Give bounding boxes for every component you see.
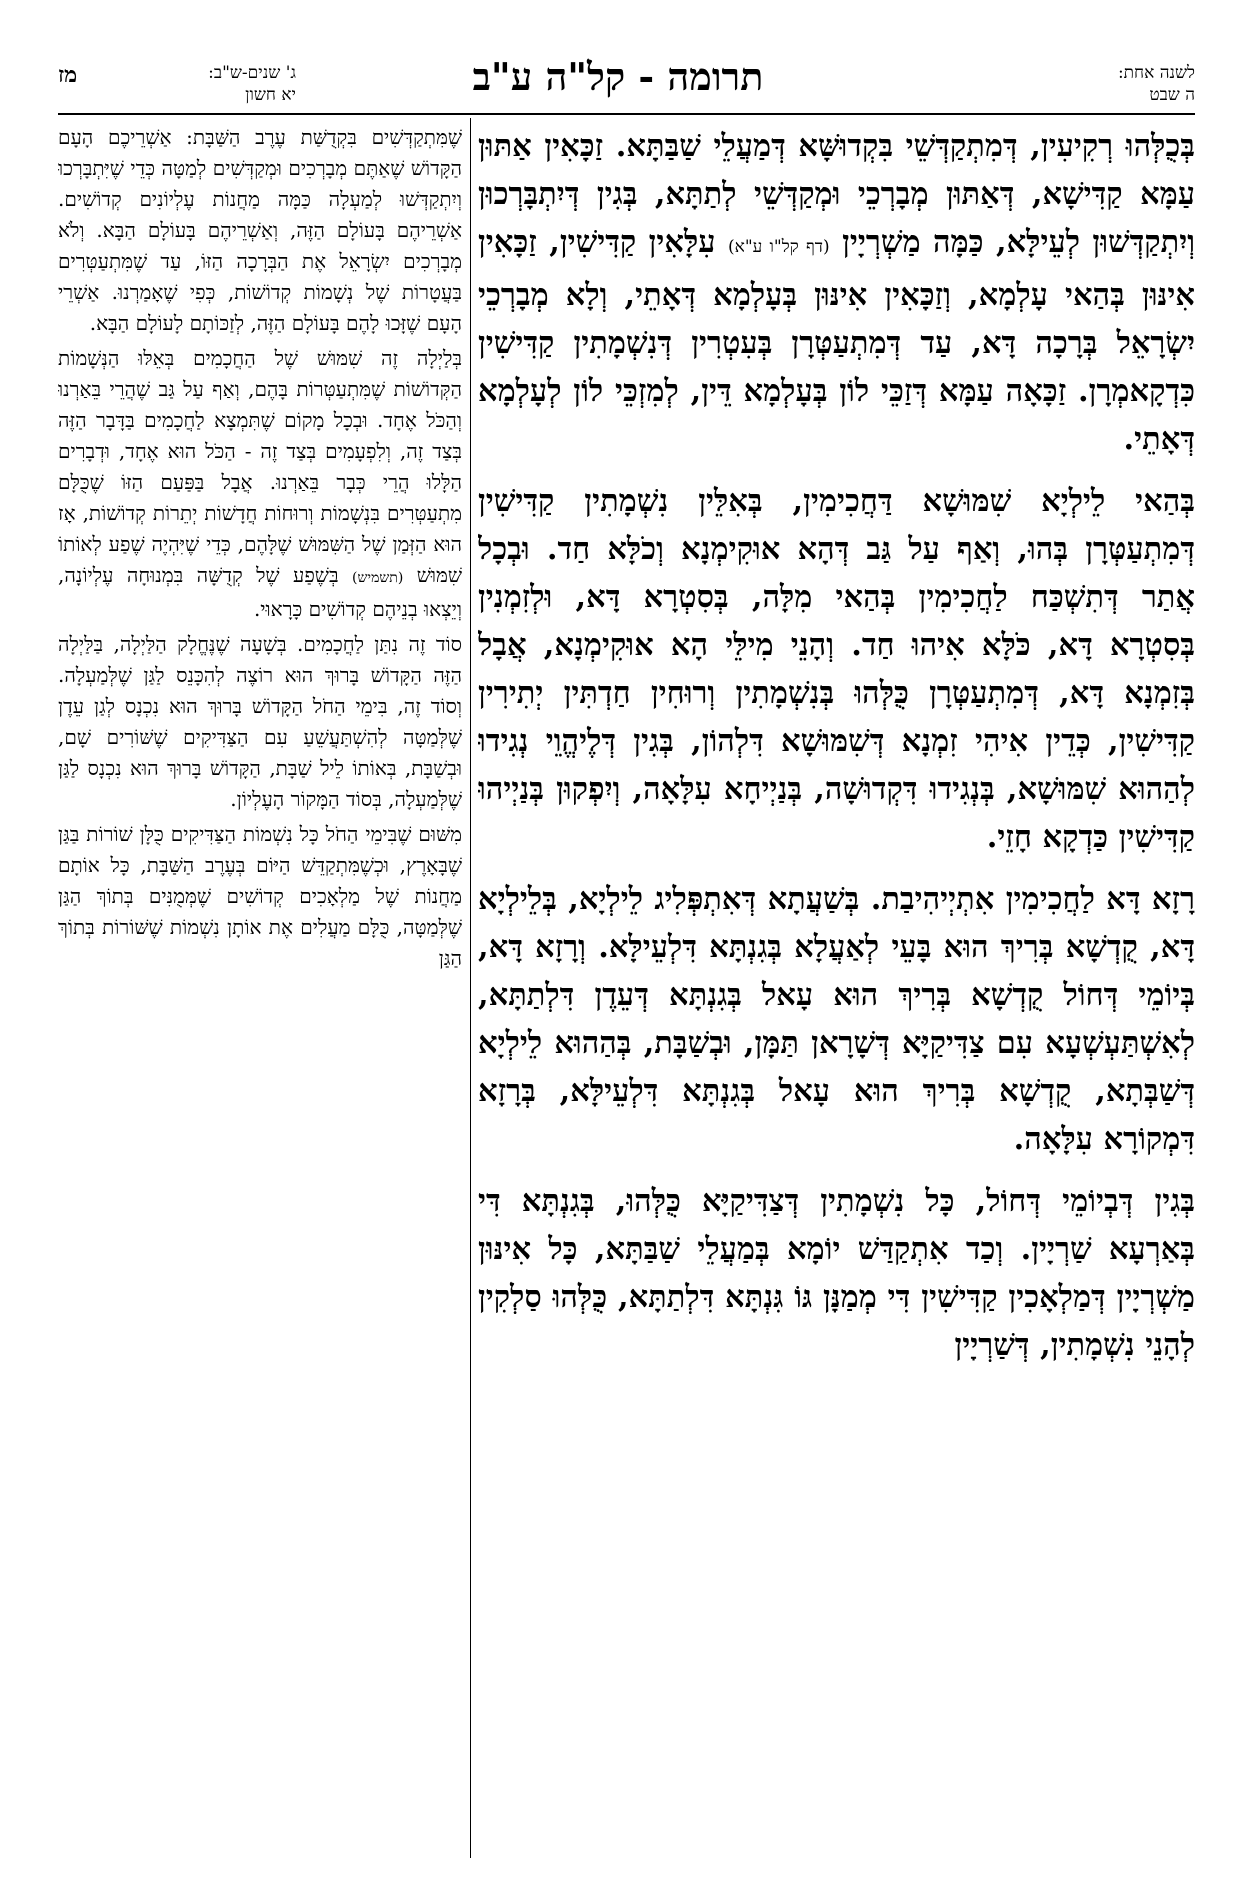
commentary-text: בְּשֶׁפַע שֶׁל קְדֻשָּׁה בִּמְנוּחָה עֶלְיוֹנָה, וְיֵצְאוּ בְנֵיהֶם קְדוֹשִׁים כָּרָאוּי. bbox=[58, 563, 462, 621]
schedule-label: לשנה אחת: bbox=[1117, 63, 1195, 83]
commentary-paragraph bbox=[58, 343, 462, 625]
page-title: תרומה - קל"ה ע"ב bbox=[472, 54, 764, 99]
commentary-paragraph: סוֹד זֶה נִתַּן לַחֲכָמִים. בְּשָׁעָה שֶׁנֶּחֱלָק הַלַּיְלָה, בַּלַּיְלָה הַזֶּה הַקָּדוֹשׁ בָּרוּךְ הוּא רוֹצֶה לְהִכָּנֵס לַגַּן שֶׁלְּמַעְלָה. וְסוֹד זֶה, בִּימֵי הַחֹל הַקָּדוֹשׁ בָּרוּךְ הוּא נִכְנָס לְגַן עֵדֶן שֶׁלְּמַטָּה לְהִשְׁתַּעֲשֵׁעַ עִם הַצַּדִּיקִים שֶׁשּׁוֹרִים שָׁם, וּבְשַׁבָּת, בְּאוֹתוֹ לֵיל שַׁבָּת, הַקָּדוֹשׁ בָּרוּךְ הוּא נִכְנָס לַגַּן שֶׁלְּמַעְלָה, בְּסוֹד הַמָּקוֹר הָעֶלְיוֹן. bbox=[58, 632, 462, 811]
commentary-paragraph: שֶׁמִּתְקַדְּשִׁים בִּקְדֻשַּׁת עֶרֶב הַשַּׁבָּת: אַשְׁרֵיכֶם הָעָם הַקָּדוֹשׁ שֶׁאַתֶּם מְבָרְכִים וּמְקַדְּשִׁים לְמַטָּה כְּדֵי שֶׁיִּתְבָּרְכוּ וְיִתְקַדְּשׁוּ לְמַעְלָה כַּמָּה מַחֲנוֹת עֶלְיוֹנִים קְדוֹשִׁים. אַשְׁרֵיהֶם בָּעוֹלָם הַזֶּה, וְאַשְׁרֵיהֶם בָּעוֹלָם הַבָּא. וְלֹא מְבָרְכִים יִשְׂרָאֵל אֶת הַבְּרָכָה הַזּוֹ, עַד שֶׁמִּתְעַטְּרִים בַּעֲטָרוֹת שֶׁל נְשָׁמוֹת קְדוֹשׁוֹת, כְּפִי שֶׁאָמַרְנוּ. אַשְׁרֵי הָעָם שֶׁזָּכוּ לָהֶם בָּעוֹלָם הַזֶּה, לְזַכּוֹתָם לָעוֹלָם הַבָּא. bbox=[58, 125, 462, 335]
main-text-column bbox=[478, 122, 1195, 1862]
header-rule bbox=[58, 113, 1195, 115]
main-paragraph: בְּגִין דְּבְיוֹמֵי דְּחוֹל, כָּל נִשְׁמָתִין דְּצַדִּיקַיָּא כֻּלְּהוּ, בְּגִנְתָּא דִּי בְּאַרְעָא שַׁרְיָין. וְכַד אִתְקַדַּשׁ יוֹמָא בְּמַעֲלֵי שַׁבַּתָּא, כָּל אִינּוּן מַשְׁרְיָין דְּמַלְאָכִין קַדִּישִׁין דִּי מְמַנָּן גּוֹ גִּנְתָּא דִּלְתַתָּא, כֻּלְּהוּ סַלְקִין לְהָנֵי נִשְׁמָתִין, דְּשַׁרְיָין bbox=[478, 1183, 1195, 1363]
column-divider bbox=[470, 118, 471, 1858]
main-text: עִלָּאִין קַדִּישִׁין, זַכָּאִין אִינּוּן בְּהַאי עָלְמָא, וְזַכָּאִין אִינּוּן בְּעָלְמָא דְּאָתֵי, וְלָא מְבָרְכֵי יִשְׂרָאֵל בְּרָכָה דָּא, עַד דְּמִתְעַטְּרָן בְּעִטְרִין דְּנִשְׁמָתִין קַדִּישִׁין כִּדְקָאמְרָן. זַכָּאָה עַמָּא דְּזַכֵּי לוֹן בְּעָלְמָא דֵּין, לְמִזְכֵּי לוֹן לְעָלְמָא דְּאָתֵי. bbox=[478, 224, 1195, 457]
commentary-paragraph: מִשּׁוּם שֶׁבִּימֵי הַחֹל כָּל נִשְׁמוֹת הַצַּדִּיקִים כֻּלָּן שׁוֹרוֹת בַּגַּן שֶׁבָּאָרֶץ, וּכְשֶׁמִּתְקַדֵּשׁ הַיּוֹם בְּעֶרֶב הַשַּׁבָּת, כָּל אוֹתָם מַחֲנוֹת שֶׁל מַלְאָכִים קְדוֹשִׁים שֶׁמְּמֻנִּים בְּתוֹךְ הַגַּן שֶׁלְּמַטָּה, כֻּלָּם מַעֲלִים אֶת אוֹתָן נִשְׁמוֹת שֶׁשּׁוֹרוֹת בְּתוֹךְ הַגַּן bbox=[58, 822, 462, 970]
study-schedule-one-year bbox=[1035, 62, 1195, 106]
commentary-column bbox=[58, 122, 462, 1862]
commentary-note: (תשמיש) bbox=[352, 570, 404, 586]
study-schedule-three-years bbox=[106, 62, 296, 106]
schedule-date: יא חשון bbox=[245, 85, 296, 105]
main-paragraph: בְּהַאי לֵילְיָא שִׁמּוּשָׁא דַּחֲכִימִין, בְּאִלֵּין נִשְׁמָתִין קַדִּישִׁין דְּמִתְעַטְּרָן בְּהוּ, וְאַף עַל גַּב דְּהָא אוּקִימְנָא וְכֹלָּא חַד. וּבְכָל אֲתַר דְּתִשְׁכַּח לַחֲכִימִין בְּהַאי מִלָּה, בְּסִטְרָא דָּא, וּלְזִמְנִין בְּסִטְרָא דָּא, כֹּלָּא אִיהוּ חַד. וְהָנֵי מִילֵּי הָא אוּקִימְנָא, אֲבָל בְּזִמְנָא דָּא, דְּמִתְעַטְּרָן כֻּלְּהוּ בְּנִשְׁמָתִין וְרוּחִין חַדְתִּין יְתִירִין קַדִּישִׁין, כְּדֵין אִיהִי זִמְנָא דְּשִׁמּוּשָׁא דִּלְהוֹן, בְּגִין דְּלֶיהֱוֵי נְגִידוּ לְהַהוּא שִׁמּוּשָׁא, בְּנְגִידוּ דִּקְדוּשָׁה, בְּנַיְיחָא עִלָּאָה, וְיִפְקוּן בְּנַיְיהוּ קַדִּישִׁין כַּדְקָא חָזֵי. bbox=[478, 483, 1195, 855]
main-paragraph bbox=[478, 122, 1195, 463]
commentary-text: בְּלַיְלָה זֶה שִׁמּוּשׁ שֶׁל הַחֲכָמִים בְּאֵלּוּ הַנְּשָׁמוֹת הַקְּדוֹשׁוֹת שֶׁמִּתְעַטְּרוֹת בָּהֶם, וְאַף עַל גַּב שֶׁהֲרֵי בֵּאַרְנוּ וְהַכֹּל אֶחָד. וּבְכָל מָקוֹם שֶׁתִּמְצָא לַחֲכָמִים בַּדָּבָר הַזֶּה בְּצַד זֶה, וְלִפְעָמִים בְּצַד זֶה - הַכֹּל הוּא אֶחָד, וּדְבָרִים הַלָּלוּ הֲרֵי כְּבָר בֵּאַרְנוּ. אֲבָל בַּפַּעַם הַזּוֹ שֶׁכֻּלָּם מִתְעַטְּרִים בִּנְשָׁמוֹת וְרוּחוֹת חֲדָשׁוֹת יְתֵרוֹת קְדוֹשׁוֹת, אָז הוּא הַזְּמַן שֶׁל הַשִּׁמּוּשׁ שֶׁלָּהֶם, כְּדֵי שֶׁיִּהְיֶה שֶׁפַע לְאוֹתוֹ שִׁמּוּשׁ bbox=[58, 346, 462, 587]
page-number: מז bbox=[58, 62, 78, 88]
page-header bbox=[58, 54, 1195, 114]
main-paragraph: רָזָא דָּא לַחֲכִימִין אִתְיְיהִיבַת. בְּשַׁעֲתָא דְּאִתְפְּלִיג לֵילְיָא, בְּלֵילְיָא דָּא, קֻדְשָׁא בְּרִיךְ הוּא בָּעֵי לְאַעֲלָא בְּגִנְתָּא דִּלְעֵילָּא. וְרָזָא דָּא, בְּיוֹמֵי דְּחוֹל קֻדְשָׁא בְּרִיךְ הוּא עָאל בְּגִנְתָּא דְּעֵדֶן דִּלְתַתָּא, לְאִשְׁתַּעְשְׁעָא עִם צַדִּיקַיָּא דְּשָׁרָאן תַּמָּן, וּבְשַׁבָּת, בְּהַהוּא לֵילְיָא דְּשַׁבְּתָא, קֻדְשָׁא בְּרִיךְ הוּא עָאל בְּגִנְתָּא דִּלְעֵילָּא, בְּרָזָא דִּמְקוֹרָא עִלָּאָה. bbox=[478, 881, 1195, 1157]
page-reference: (דף קל"ו ע"א) bbox=[728, 237, 830, 257]
schedule-label: ג' שנים-ש"ב: bbox=[208, 63, 296, 83]
main-text: בְּכֻלְּהוּ רְקִיעִין, דְּמִתְקַדְּשֵׁי בִּקְדוּשָּׁא דְּמַעֲלֵי שַׁבַּתָּא. זַכָּאִין אַתּוּן עַמָּא קַדִּישָׁא, דְּאַתּוּן מְבָרְכֵי וּמְקַדְּשֵׁי לְתַתָּא, בְּגִין דְּיִתְבָּרְכוּן וְיִתְקַדְּשׁוּן לְעֵילָּא, כַּמָּה מַשְׁרְיָין bbox=[478, 128, 1195, 260]
schedule-date: ה שבט bbox=[1149, 85, 1195, 105]
